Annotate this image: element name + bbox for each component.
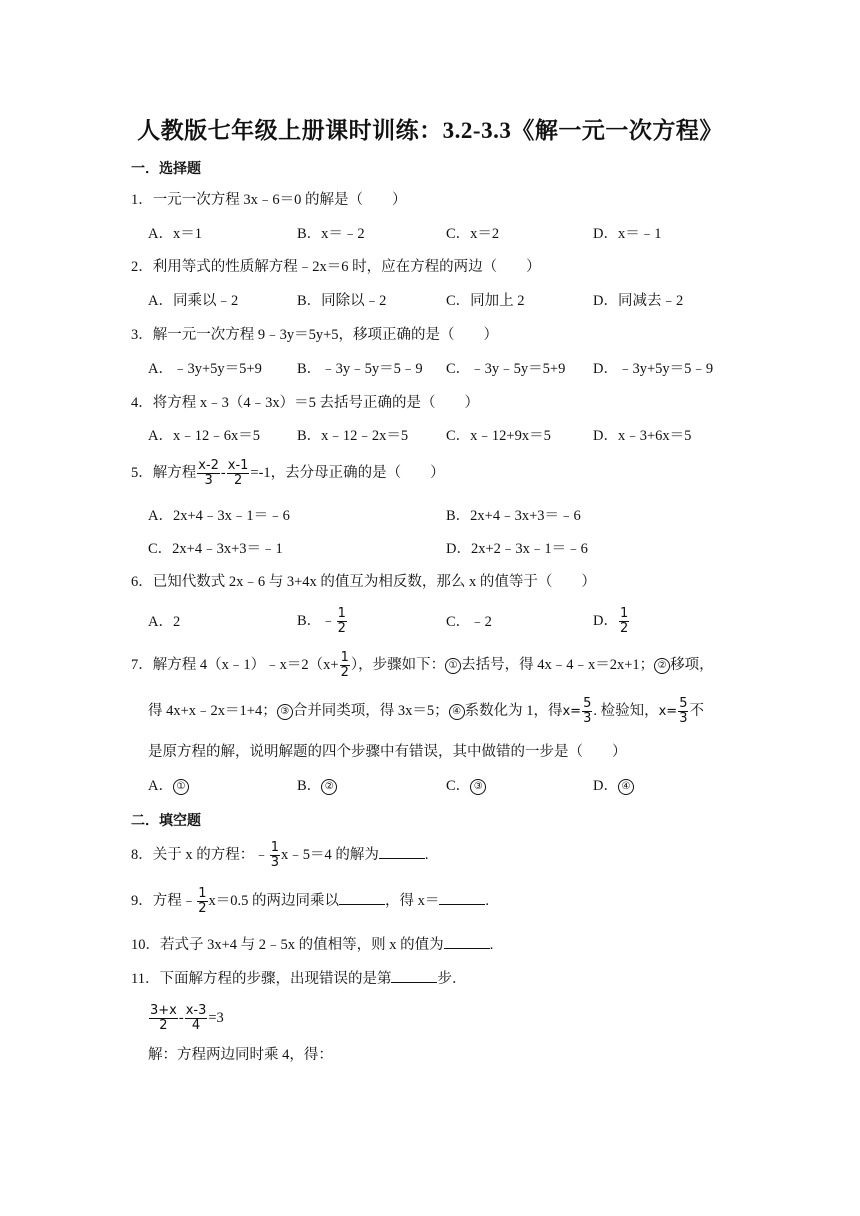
q8-text-b: x﹣5＝4 的解为 bbox=[281, 847, 379, 863]
q2-option-a: A．同乘以﹣2 bbox=[148, 293, 239, 309]
q6-b-fraction bbox=[337, 607, 347, 636]
q7-x-equals-2: x= bbox=[658, 704, 678, 719]
q6-option-d bbox=[593, 604, 630, 638]
q7-option-a bbox=[148, 776, 189, 796]
question-9 bbox=[131, 884, 489, 918]
q7-text-i: 不 bbox=[689, 703, 704, 719]
q6-b-numerator: 1 bbox=[337, 606, 346, 622]
q9-fraction bbox=[197, 887, 207, 916]
q7-a-step-marker: ① bbox=[173, 779, 189, 795]
section-heading-choice: 一．选择题 bbox=[131, 162, 201, 177]
q9-text-c: ，得 x＝ bbox=[385, 893, 440, 909]
q9-answer-blank-1[interactable] bbox=[339, 890, 385, 905]
q6-option-a: A．2 bbox=[148, 614, 181, 630]
section-heading-fill: 二．填空题 bbox=[131, 814, 201, 829]
q9-period: . bbox=[485, 893, 490, 909]
question-2-stem: 2．利用等式的性质解方程﹣2x＝6 时，应在方程的两边（ ） bbox=[131, 259, 541, 275]
q9-numerator: 1 bbox=[198, 886, 207, 902]
q11-f1-numerator: 3+x bbox=[150, 1003, 177, 1019]
step-1-marker: ① bbox=[445, 658, 461, 674]
q5-f1-numerator: x-2 bbox=[198, 458, 219, 474]
q5-minus: - bbox=[220, 465, 226, 481]
q9-answer-blank-2[interactable] bbox=[439, 890, 485, 905]
q7-c-label: C． bbox=[446, 778, 471, 794]
q7-answer-fraction-1 bbox=[582, 697, 592, 726]
question-7-line-1 bbox=[131, 648, 714, 682]
q8-period: . bbox=[424, 847, 429, 863]
q9-denominator: 2 bbox=[198, 901, 207, 917]
q8-answer-blank[interactable] bbox=[379, 844, 425, 859]
q7-text-c: 去括号，得 4x﹣4﹣x＝2x+1； bbox=[461, 657, 655, 673]
question-11 bbox=[131, 968, 466, 989]
q6-d-fraction bbox=[619, 607, 629, 636]
q5-suffix: =-1，去分母正确的是（ ） bbox=[250, 465, 445, 481]
question-5-stem bbox=[131, 456, 445, 490]
q7-option-c bbox=[446, 776, 486, 796]
q5-option-d: D．2x+2﹣3x﹣1＝﹣6 bbox=[446, 541, 588, 557]
q7-ans2-denominator: 3 bbox=[679, 711, 688, 727]
q9-text-a: 9．方程﹣ bbox=[131, 893, 197, 909]
q6-option-c: C．﹣2 bbox=[446, 614, 492, 630]
q4-option-a: A．x﹣12﹣6x＝5 bbox=[148, 428, 260, 444]
q6-d-prefix: D． bbox=[593, 613, 618, 629]
q3-option-d: D．﹣3y+5y＝5﹣9 bbox=[593, 361, 714, 377]
question-1-stem: 1．一元一次方程 3x﹣6＝0 的解是（ ） bbox=[131, 192, 407, 208]
q7-text-g: 系数化为 1，得 bbox=[464, 703, 563, 719]
q7-text-d: 移项， bbox=[670, 657, 714, 673]
q4-option-c: C．x﹣12+9x＝5 bbox=[446, 428, 551, 444]
question-7-line-2 bbox=[148, 694, 704, 729]
q6-b-denominator: 2 bbox=[337, 621, 346, 637]
q7-half-denominator: 2 bbox=[340, 665, 349, 681]
q5-f2-numerator: x-1 bbox=[227, 458, 249, 474]
q8-fraction bbox=[270, 841, 280, 870]
q6-option-b bbox=[297, 604, 348, 638]
q7-text-f: 合并同类项，得 3x＝5； bbox=[292, 703, 449, 719]
q5-prefix: 5．解方程 bbox=[131, 465, 197, 481]
q7-ans1-numerator: 5 bbox=[583, 696, 592, 712]
q1-option-d: D．x＝﹣1 bbox=[593, 226, 662, 242]
q7-text-e: 得 4x+x﹣2x＝1+4； bbox=[148, 703, 277, 719]
q10-period: . bbox=[489, 937, 494, 953]
q3-option-b: B．﹣3y﹣5y＝5﹣9 bbox=[297, 361, 423, 377]
q7-ans2-numerator: 5 bbox=[679, 696, 688, 712]
question-10 bbox=[131, 934, 493, 955]
q9-text-b: x＝0.5 的两边同乘以 bbox=[208, 893, 340, 909]
q5-fraction-2 bbox=[227, 459, 250, 488]
q1-option-c: C．x＝2 bbox=[446, 226, 500, 242]
q1-option-a: A．x＝1 bbox=[148, 226, 202, 242]
q7-x-equals-1: x= bbox=[562, 704, 582, 719]
q2-option-c: C．同加上 2 bbox=[446, 293, 525, 309]
question-4-stem: 4．将方程 x﹣3（4﹣3x）＝5 去括号正确的是（ ） bbox=[131, 395, 479, 411]
q1-option-b: B．x＝﹣2 bbox=[297, 226, 365, 242]
q6-d-denominator: 2 bbox=[619, 621, 629, 637]
q5-fraction-1 bbox=[197, 459, 220, 488]
q7-text-h: . 检验知， bbox=[593, 703, 659, 719]
q11-fraction-2 bbox=[185, 1004, 208, 1033]
q11-minus: - bbox=[178, 1010, 184, 1026]
q2-option-b: B．同除以﹣2 bbox=[297, 293, 387, 309]
q8-numerator: 1 bbox=[270, 840, 280, 856]
q8-text-a: 8．关于 x 的方程：﹣ bbox=[131, 847, 269, 863]
q4-option-d: D．x﹣3+6x＝5 bbox=[593, 428, 692, 444]
q11-equation bbox=[148, 998, 224, 1038]
q6-d-numerator: 1 bbox=[619, 606, 629, 622]
q4-option-b: B．x﹣12﹣2x＝5 bbox=[297, 428, 409, 444]
q2-option-d: D．同减去﹣2 bbox=[593, 293, 684, 309]
q11-f1-denominator: 2 bbox=[159, 1018, 168, 1034]
q7-answer-fraction-2 bbox=[678, 697, 688, 726]
q10-answer-blank[interactable] bbox=[444, 934, 490, 949]
q5-f1-denominator: 3 bbox=[204, 473, 213, 489]
q7-d-label: D． bbox=[593, 778, 618, 794]
question-8 bbox=[131, 838, 429, 872]
question-7-line-3: 是原方程的解，说明解题的四个步骤中有错误，其中做错的一步是（ ） bbox=[148, 744, 627, 760]
q5-option-a: A．2x+4﹣3x﹣1＝﹣6 bbox=[148, 508, 290, 524]
q7-b-step-marker: ② bbox=[321, 779, 337, 795]
q7-option-b bbox=[297, 776, 337, 796]
q5-option-b: B．2x+4﹣3x+3＝﹣6 bbox=[446, 508, 581, 524]
q11-f2-numerator: x-3 bbox=[185, 1003, 207, 1019]
q11-text-a: 11．下面解方程的步骤，出现错误的是第 bbox=[131, 971, 392, 987]
q11-solution-intro: 解：方程两边同时乘 4，得： bbox=[148, 1047, 333, 1063]
step-3-marker: ③ bbox=[277, 704, 293, 720]
q11-text-b: 步． bbox=[437, 971, 467, 987]
q5-option-c: C．2x+4﹣3x+3＝﹣1 bbox=[148, 541, 283, 557]
q8-denominator: 3 bbox=[270, 855, 280, 871]
q7-text-a: 7．解方程 4（x﹣1）﹣x＝2（x+ bbox=[131, 657, 339, 673]
q6-b-prefix: B．﹣ bbox=[297, 613, 336, 629]
step-2-marker: ② bbox=[654, 658, 670, 674]
q7-half-fraction bbox=[340, 651, 350, 680]
question-6-stem: 6．已知代数式 2x﹣6 与 3+4x 的值互为相反数，那么 x 的值等于（ ） bbox=[131, 574, 596, 590]
page-title: 人教版七年级上册课时训练：3.2-3.3《解一元一次方程》 bbox=[137, 118, 723, 143]
q11-answer-blank[interactable] bbox=[391, 968, 437, 983]
q5-f2-denominator: 2 bbox=[233, 473, 243, 489]
q7-option-d bbox=[593, 776, 634, 796]
q11-equals: =3 bbox=[208, 1010, 224, 1026]
question-3-stem: 3．解一元一次方程 9﹣3y＝5y+5，移项正确的是（ ） bbox=[131, 327, 499, 343]
step-4-marker: ④ bbox=[449, 704, 465, 720]
q10-text-a: 10．若式子 3x+4 与 2﹣5x 的值相等，则 x 的值为 bbox=[131, 937, 444, 953]
q7-half-numerator: 1 bbox=[340, 650, 349, 666]
q7-text-b: ），步骤如下： bbox=[350, 657, 446, 673]
q7-c-step-marker: ③ bbox=[470, 779, 486, 795]
q7-d-step-marker: ④ bbox=[618, 779, 634, 795]
q11-fraction-1 bbox=[149, 1004, 178, 1033]
q7-b-label: B． bbox=[297, 778, 322, 794]
q7-a-label: A． bbox=[148, 778, 173, 794]
q11-f2-denominator: 4 bbox=[191, 1018, 201, 1034]
q3-option-c: C．﹣3y﹣5y＝5+9 bbox=[446, 361, 566, 377]
q7-ans1-denominator: 3 bbox=[583, 711, 592, 727]
q3-option-a: A．﹣3y+5y＝5+9 bbox=[148, 361, 262, 377]
